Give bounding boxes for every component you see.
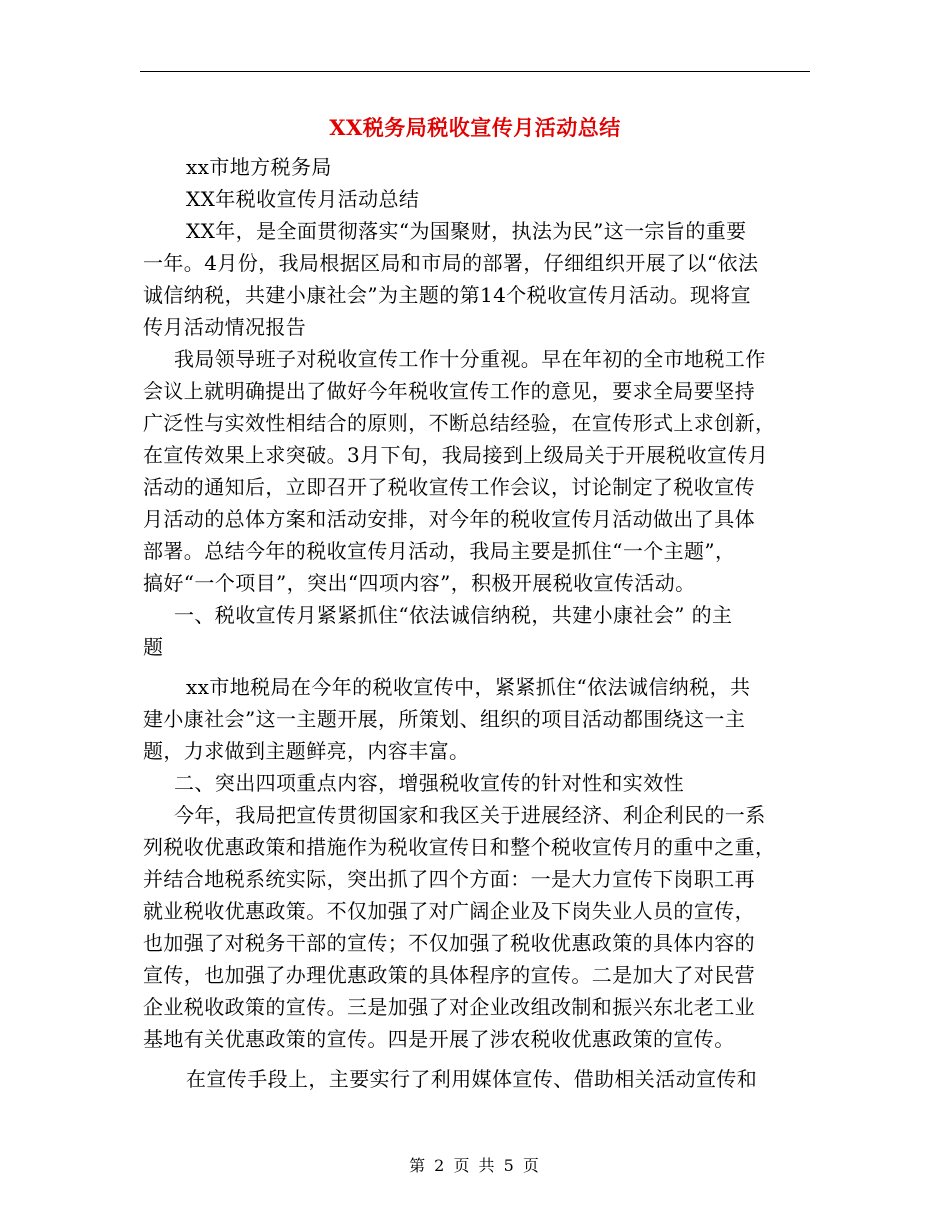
body-line: 搞好“一个项目”，突出“四项内容”，积极开展税收宣传活动。 — [143, 571, 696, 595]
body-line: 也加强了对税务干部的宣传；不仅加强了税收优惠政策的具体内容的 — [143, 931, 755, 955]
header-rule — [140, 71, 810, 72]
section-heading: 题 — [143, 635, 164, 659]
body-line: 企业税收政策的宣传。三是加强了对企业改组改制和振兴东北老工业 — [143, 995, 755, 1019]
section-heading: 二、突出四项重点内容，增强税收宣传的针对性和实效性 — [174, 771, 684, 795]
body-line: 传月活动情况报告 — [143, 315, 307, 339]
body-line: 并结合地税系统实际，突出抓了四个方面：一是大力宣传下岗职工再 — [143, 867, 755, 891]
document-title: XX税务局税收宣传月活动总结 — [329, 115, 621, 140]
body-line: 就业税收优惠政策。不仅加强了对广阔企业及下岗失业人员的宣传， — [143, 899, 755, 923]
body-line: 建小康社会”这一主题开展，所策划、组织的项目活动都围绕这一主 — [143, 707, 746, 731]
body-line: 在宣传效果上求突破。3月下旬，我局接到上级局关于开展税收宣传月 — [143, 443, 769, 467]
body-line: 部署。总结今年的税收宣传月活动，我局主要是抓住“一个主题”， — [143, 539, 736, 563]
body-line: 在宣传手段上，主要实行了利用媒体宣传、借助相关活动宣传和 — [186, 1067, 758, 1091]
body-line: 诚信纳税，共建小康社会”为主题的第14个税收宣传月活动。现将宣 — [143, 283, 752, 307]
body-line: xx市地方税务局 — [186, 155, 332, 179]
body-line: 基地有关优惠政策的宣传。四是开展了涉农税收优惠政策的宣传。 — [143, 1027, 735, 1051]
body-line: 月活动的总体方案和活动安排，对今年的税收宣传月活动做出了具体 — [143, 507, 755, 531]
page-number: 第 2 页 共 5 页 — [409, 1156, 541, 1175]
body-line: 题，力求做到主题鲜亮，内容丰富。 — [143, 739, 470, 763]
body-line: 会议上就明确提出了做好今年税收宣传工作的意见，要求全局要坚持 — [143, 379, 755, 403]
body-line: 一年。4月份，我局根据区局和市局的部署，仔细组织开展了以“依法 — [143, 251, 759, 275]
body-line: XX年，是全面贯彻落实“为国聚财，执法为民”这一宗旨的重要 — [186, 219, 747, 243]
body-line: 广泛性与实效性相结合的原则，不断总结经验，在宣传形式上求创新， — [143, 411, 776, 435]
body-line: 宣传，也加强了办理优惠政策的具体程序的宣传。二是加大了对民营 — [143, 963, 755, 987]
body-line: xx市地税局在今年的税收宣传中，紧紧抓住“依法诚信纳税，共 — [186, 675, 751, 699]
body-line: 列税收优惠政策和措施作为税收宣传日和整个税收宣传月的重中之重， — [143, 835, 776, 859]
body-line: XX年税收宣传月活动总结 — [186, 187, 420, 211]
body-line: 活动的通知后，立即召开了税收宣传工作会议，讨论制定了税收宣传 — [143, 475, 755, 499]
body-line: 我局领导班子对税收宣传工作十分重视。早在年初的全市地税工作 — [174, 347, 766, 371]
body-line: 今年，我局把宣传贯彻国家和我区关于进展经济、利企利民的一系 — [174, 803, 766, 827]
section-heading: 一、税收宣传月紧紧抓住“依法诚信纳税，共建小康社会” 的主 — [174, 603, 733, 627]
